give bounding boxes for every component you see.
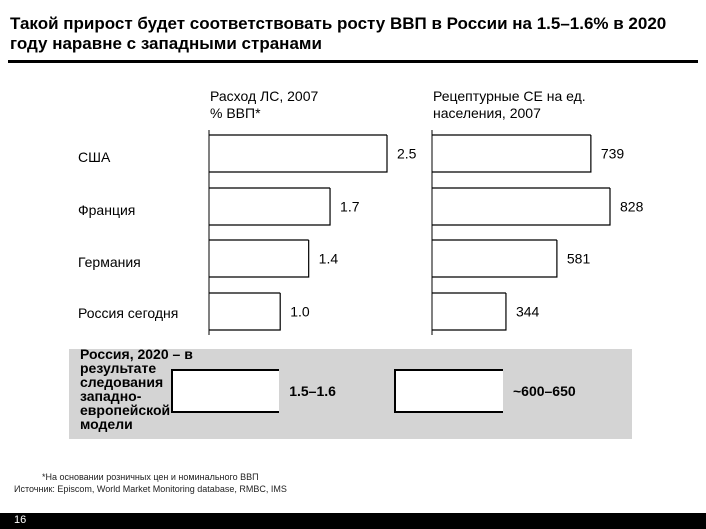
bar-panel-1-3	[209, 293, 280, 330]
bar-value-label-panel-2-2: 581	[566, 250, 591, 267]
bar-panel-2-2	[432, 240, 557, 277]
bar-panel-2-0	[432, 135, 591, 172]
row-label-usa: США	[78, 149, 111, 165]
page-number-bar	[0, 513, 706, 529]
bar-panel-2-3	[432, 293, 506, 330]
slide-title: Такой прирост будет соответствовать росту ВВП в России на 1.5–1.6% в 2020 году наравне с западными странами	[10, 14, 667, 53]
highlight-row-label: Россия, 2020 – в результате следования западно-европейской модели	[80, 346, 193, 432]
page-number: 16	[14, 514, 27, 526]
panel-1-subtitle: % ВВП*	[210, 105, 261, 121]
highlight-value-panel-2: ~600–650	[512, 383, 576, 399]
bar-value-label-panel-2-1: 828	[620, 198, 644, 215]
panel-2-title: Рецептурные СЕ на ед. населения, 2007	[433, 88, 586, 121]
bar-panel-1-0	[209, 135, 387, 172]
bar-panel-1-1	[209, 188, 330, 225]
bar-value-label-panel-1-3: 1.0	[290, 303, 310, 320]
row-label-germany: Германия	[78, 254, 141, 270]
bar-value-label-panel-1-1: 1.7	[340, 198, 360, 215]
bar-panel-2-1	[432, 188, 610, 225]
bar-panel-1-2	[209, 240, 309, 277]
highlight-value-panel-1: 1.5–1.6	[289, 383, 336, 399]
row-label-russia-today: Россия сегодня	[78, 305, 179, 321]
footnote: *На основании розничных цен и номинального ВВП	[42, 472, 259, 482]
bar-value-label-panel-1-2: 1.4	[318, 250, 339, 267]
bar-value-label-panel-1-0: 2.5	[397, 145, 417, 162]
source-note: Источник: Episcom, World Market Monitoring database, RMBC, IMS	[14, 484, 287, 494]
bar-value-label-panel-2-0: 739	[600, 145, 625, 162]
row-label-france: Франция	[78, 202, 136, 218]
bar-value-label-panel-2-3: 344	[515, 303, 540, 320]
panel-1-title: Расход ЛС, 2007	[210, 88, 319, 104]
